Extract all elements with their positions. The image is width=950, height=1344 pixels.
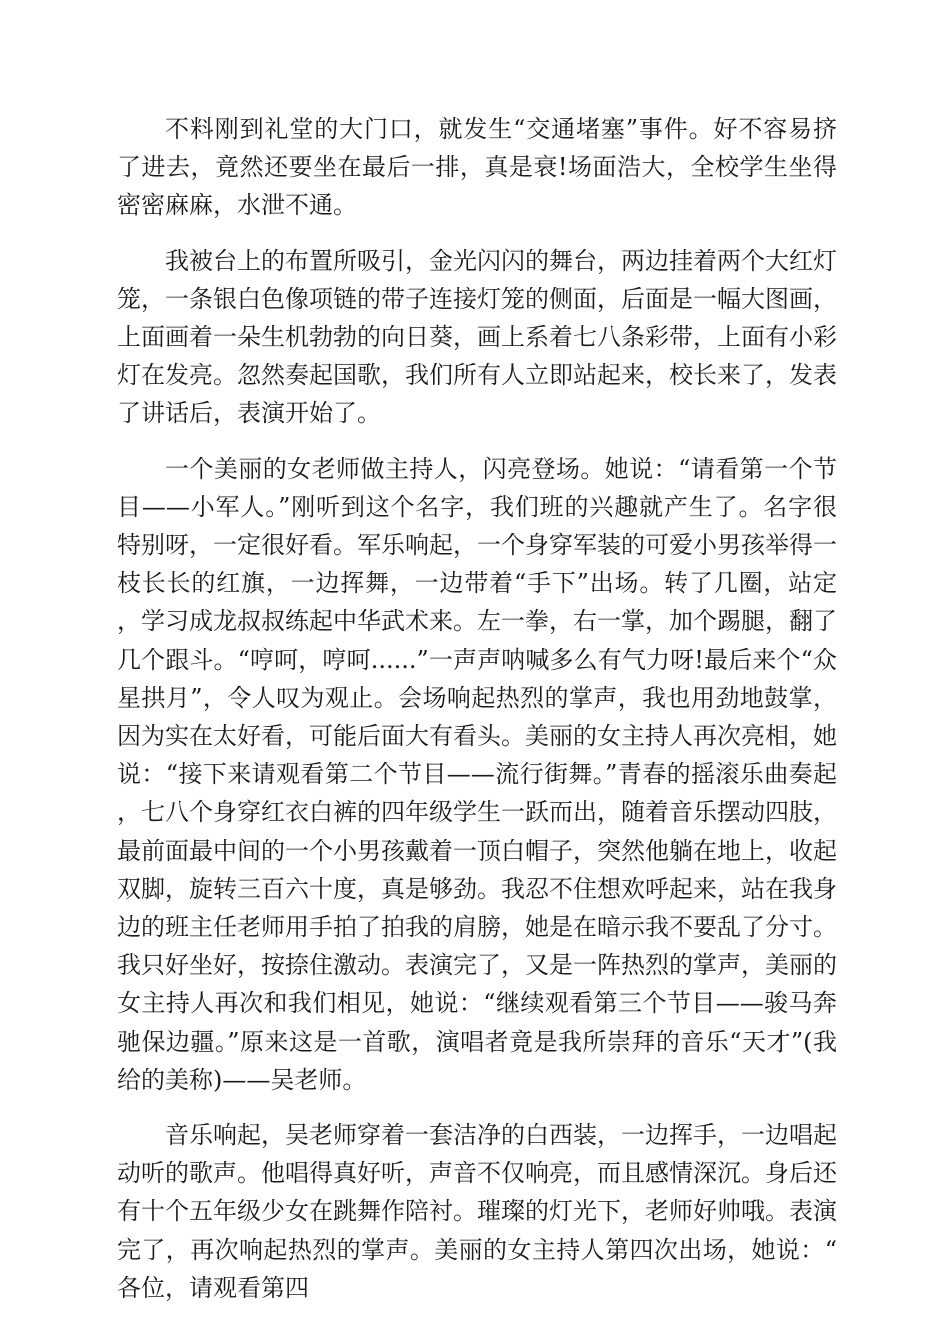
- paragraph-3: 一个美丽的女老师做主持人，闪亮登场。她说：“请看第一个节目——小军人。”刚听到这个名字，我们班的兴趣就产生了。名字很特别呀，一定很好看。军乐响起，一个身穿军装的可爱小男孩举得一枝长长的红旗，一边挥舞，一边带着“手下”出场。转了几圈，站定，学习成龙叔叔练起中华武术来。左一拳，右一掌，加个踢腿，翻了几个跟斗。“哼呵，哼呵......”一声声呐喊多么有气力呀!最后来个“众星拱月”，令人叹为观止。会场响起热烈的掌声，我也用劲地鼓掌，因为实在太好看，可能后面大有看头。美丽的女主持人再次亮相，她说：“接下来请观看第二个节目——流行街舞。”青春的摇滚乐曲奏起，七八个身穿红衣白裤的四年级学生一跃而出，随着音乐摆动四肢，最前面最中间的一个小男孩戴着一顶白帽子，突然他躺在地上，收起双脚，旋转三百六十度，真是够劲。我忍不住想欢呼起来，站在我身边的班主任老师用手拍了拍我的肩膀，她是在暗示我不要乱了分寸。我只好坐好，按捺住激动。表演完了，又是一阵热烈的掌声，美丽的女主持人再次和我们相见，她说：“继续观看第三个节目——骏马奔驰保边疆。”原来这是一首歌，演唱者竟是我所崇拜的音乐“天才”(我给的美称)——吴老师。: [117, 454, 837, 1094]
- paragraph-4: 音乐响起，吴老师穿着一套洁净的白西装，一边挥手，一边唱起动听的歌声。他唱得真好听，声音不仅响亮，而且感情深沉。身后还有十个五年级少女在跳舞作陪衬。璀璨的灯光下，老师好帅哦。表演完了，再次响起热烈的掌声。美丽的女主持人第四次出场，她说：“各位，请观看第四: [117, 1121, 837, 1302]
- essay-body: [117, 110, 837, 1324]
- paragraph-2: 我被台上的布置所吸引，金光闪闪的舞台，两边挂着两个大红灯笼，一条银白色像项链的带子连接灯笼的侧面，后面是一幅大图画，上面画着一朵生机勃勃的向日葵，画上系着七八条彩带，上面有小彩灯在发亮。忽然奏起国歌，我们所有人立即站起来，校长来了，发表了讲话后，表演开始了。: [117, 246, 837, 428]
- paragraph-1: 不料刚到礼堂的大门口，就发生“交通堵塞”事件。好不容易挤了进去，竟然还要坐在最后一排，真是衰!场面浩大，全校学生坐得密密麻麻，水泄不通。: [117, 115, 837, 220]
